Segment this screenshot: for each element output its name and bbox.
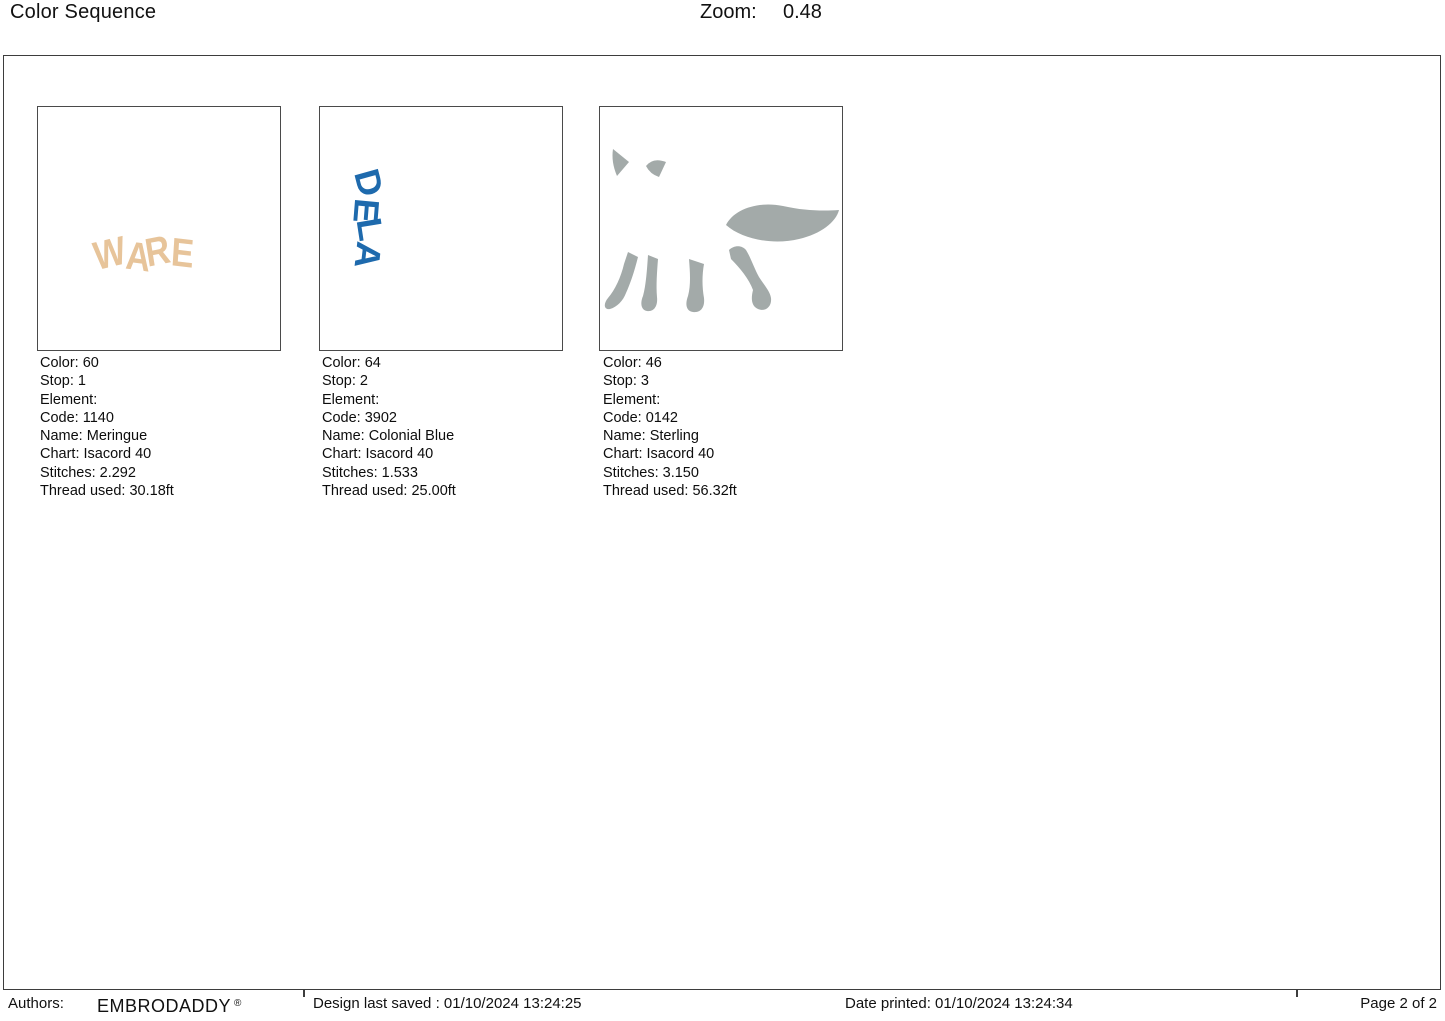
stop-3-info <box>603 354 737 500</box>
swatch-box-stop-2 <box>319 106 563 351</box>
info-line: Stop: 2 <box>322 373 368 390</box>
info-line: Code: 1140 <box>40 409 114 426</box>
info-line: Name: Colonial Blue <box>322 428 455 445</box>
info-line: Color: 46 <box>603 355 662 371</box>
info-line: Stop: 3 <box>603 373 649 390</box>
info-line: Chart: Isacord 40 <box>40 446 152 463</box>
info-line: Thread used: 25.00ft <box>322 483 456 500</box>
brand-name: EMBRODADDY <box>97 996 232 1016</box>
zoom-value: 0.48 <box>783 1 822 23</box>
footer-separator-tick <box>1296 990 1298 997</box>
design-last-saved-text: Design last saved : 01/10/2024 13:24:25 <box>313 995 582 1012</box>
report-footer <box>0 990 1445 1021</box>
info-line: Element: <box>603 391 661 408</box>
info-line: Color: 60 <box>40 355 99 371</box>
registered-trademark-icon: ® <box>234 998 242 1009</box>
info-line: Stitches: 1.533 <box>322 464 418 481</box>
info-line: Element: <box>40 391 98 408</box>
info-line: Code: 0142 <box>603 409 678 426</box>
date-printed-text: Date printed: 01/10/2024 13:24:34 <box>845 995 1073 1012</box>
design-preview-stop-1 <box>38 107 280 350</box>
info-line: Stop: 1 <box>40 373 86 390</box>
fox-leg-shape <box>641 255 658 311</box>
info-line: Color: 64 <box>322 355 381 371</box>
info-line: Thread used: 30.18ft <box>40 483 174 500</box>
stop-1-info <box>40 354 174 500</box>
page-title: Color Sequence <box>10 1 157 23</box>
info-line: Element: <box>322 391 380 408</box>
report-header <box>0 0 1445 55</box>
fox-leg-shape <box>729 246 771 310</box>
zoom-label: Zoom: <box>700 1 757 23</box>
info-line: Stitches: 3.150 <box>603 464 699 481</box>
stop-2-info <box>322 354 456 500</box>
page-indicator: Page 2 of 2 <box>1360 995 1437 1012</box>
info-line: Name: Sterling <box>603 428 699 445</box>
info-line: Chart: Isacord 40 <box>603 446 715 463</box>
swatch-box-stop-1 <box>37 106 281 351</box>
fox-body-parts-group <box>605 149 839 312</box>
fox-leg-shape <box>686 259 704 312</box>
info-line: Chart: Isacord 40 <box>322 446 434 463</box>
dela-wordart-text: DELA <box>345 164 391 268</box>
info-line: Name: Meringue <box>40 428 148 445</box>
brand-logo <box>97 996 242 1017</box>
fox-leg-shape <box>605 252 638 309</box>
info-line: Code: 3902 <box>322 409 397 426</box>
authors-label: Authors: <box>8 995 64 1012</box>
ware-wordart-text: WARE <box>89 227 199 281</box>
fox-left-ear-shape <box>613 149 630 176</box>
info-line: Thread used: 56.32ft <box>603 483 737 500</box>
fox-right-ear-shape <box>646 160 666 177</box>
fox-tail-shape <box>726 205 839 242</box>
info-line: Stitches: 2.292 <box>40 464 136 481</box>
design-preview-stop-3 <box>600 107 842 350</box>
swatch-box-stop-3 <box>599 106 843 351</box>
design-preview-stop-2 <box>320 107 562 350</box>
footer-separator-tick <box>303 990 305 997</box>
